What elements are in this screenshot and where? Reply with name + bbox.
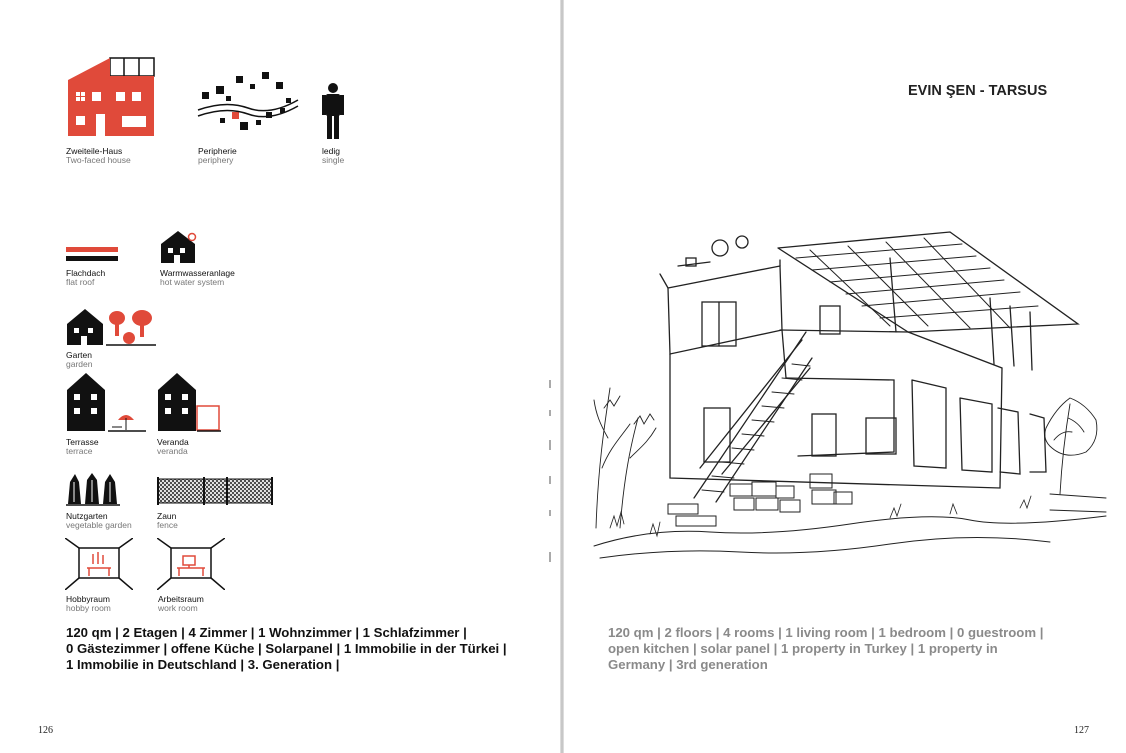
- two-faced-house-icon: [66, 56, 156, 138]
- hot-water-house-icon: [160, 230, 200, 264]
- page-number-left: 126: [38, 725, 53, 736]
- flat-roof-caption: Flachdach flat roof: [66, 268, 106, 287]
- two-faced-house-caption: Zweiteile-Haus Two-faced house: [66, 146, 131, 165]
- hot-water-caption: Warmwasseranlage hot water system: [160, 268, 235, 287]
- stats-german-line: 1 Immobilie in Deutschland | 3. Generation |: [66, 657, 340, 672]
- stats-english: [608, 625, 1043, 673]
- hobby-room-caption: Hobbyraum hobby room: [66, 594, 111, 613]
- fence-icon: [157, 477, 273, 505]
- work-room-icon: [157, 538, 225, 590]
- page-number-right: 127: [1074, 725, 1089, 736]
- hobby-room-icon: [65, 538, 133, 590]
- stats-english-line: Germany | 3rd generation: [608, 657, 768, 672]
- flat-roof-icon: [66, 247, 118, 263]
- vegetable-garden-caption: Nutzgarten vegetable garden: [66, 511, 132, 530]
- stats-english-line: 120 qm | 2 floors | 4 rooms | 1 living room | 1 bedroom | 0 guestroom |: [608, 625, 1044, 640]
- veranda-caption: Veranda veranda: [157, 437, 189, 456]
- single-person-icon: [322, 82, 344, 140]
- stats-english-line: open kitchen | solar panel | 1 property in Turkey | 1 property in: [608, 641, 998, 656]
- garden-icon: [66, 308, 156, 346]
- periphery-caption: Peripherie periphery: [198, 146, 237, 165]
- garden-caption: Garten garden: [66, 350, 93, 369]
- fence-caption: Zaun fence: [157, 511, 178, 530]
- vegetable-garden-icon: [66, 472, 120, 506]
- veranda-icon: [157, 372, 221, 432]
- house-title: EVIN ŞEN - TARSUS: [908, 83, 1048, 99]
- stats-german-line: 0 Gästezimmer | offene Küche | Solarpanel | 1 Immobilie in der Türkei |: [66, 641, 507, 656]
- left-page: [0, 0, 560, 753]
- terrace-icon: [66, 372, 146, 432]
- single-caption: ledig single: [322, 146, 345, 165]
- stats-german-line: 120 qm | 2 Etagen | 4 Zimmer | 1 Wohnzimmer | 1 Schlafzimmer |: [66, 625, 467, 640]
- house-sketch-illustration: [590, 228, 1110, 588]
- work-room-caption: Arbeitsraum work room: [158, 594, 204, 613]
- stats-german: [66, 625, 507, 673]
- terrace-caption: Terrasse terrace: [66, 437, 99, 456]
- gutter-marks: [546, 380, 556, 570]
- periphery-icon: [196, 70, 300, 134]
